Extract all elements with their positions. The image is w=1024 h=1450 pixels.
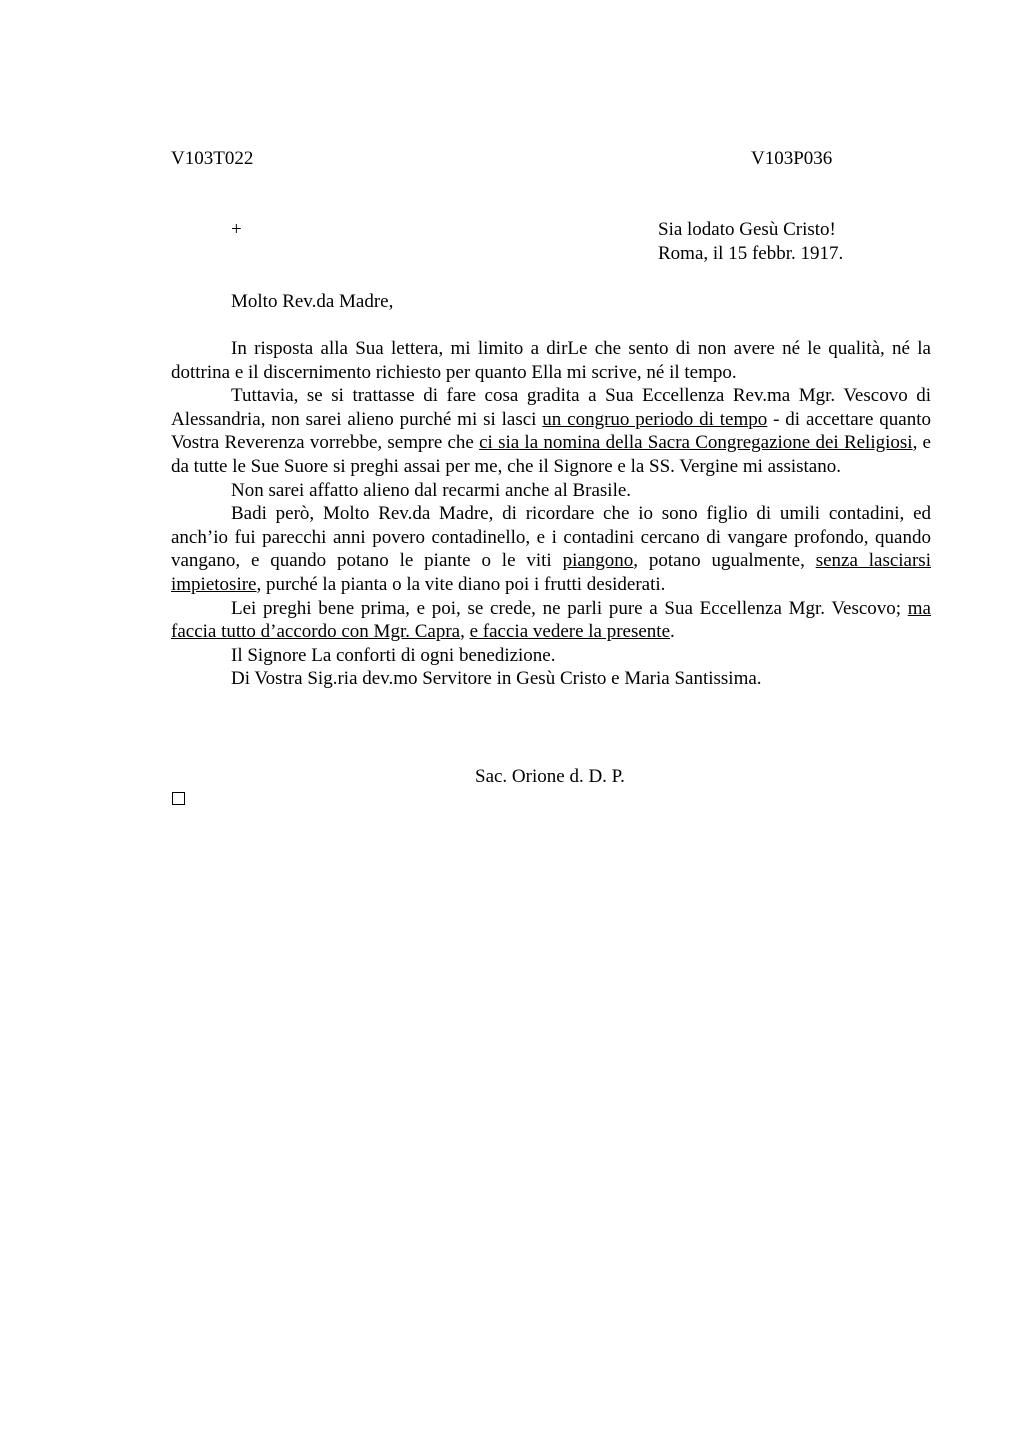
- checkbox-square-icon: [172, 792, 185, 805]
- underlined-phrase: ma faccia tutto d’accordo con Mgr. Capra: [171, 597, 931, 643]
- signature: Sac. Orione d. D. P.: [475, 766, 625, 787]
- paragraph-conditions: [171, 384, 931, 478]
- document-code-right: V103P036: [751, 148, 833, 169]
- paragraph-blessing: Il Signore La conforti di ogni benedizione.: [231, 644, 556, 666]
- paragraph-text: ,: [460, 621, 470, 643]
- paragraph-text: - di accettare quanto Vostra Reverenza vorrebbe, sempre che: [171, 408, 931, 454]
- paragraph-brasile: Non sarei affatto alieno dal recarmi anche al Brasile.: [231, 479, 632, 501]
- underlined-phrase: e faccia vedere la presente: [469, 621, 671, 643]
- paragraph-closing: Di Vostra Sig.ria dev.mo Servitore in Gesù Cristo e Maria Santissima.: [231, 668, 762, 690]
- paragraph-text: , e da tutte le Sue Suore si preghi assai per me, che il Signore e la SS. Vergine mi assistano.: [171, 432, 931, 477]
- place-date: Roma, il 15 febbr. 1917.: [658, 243, 844, 264]
- salutation: Molto Rev.da Madre,: [231, 291, 394, 312]
- paragraph-text: , purché la pianta o la vite diano poi i frutti desiderati.: [256, 573, 666, 595]
- paragraph-text: Badi però, Molto Rev.da Madre, di ricordare che io sono figlio di umili contadini, ed anch’io fui parecchi anni povero contadinello, e i contadini cercano di vangare profondo, quando vangano, e quando potano le piante o le viti: [171, 503, 931, 572]
- invocation: Sia lodato Gesù Cristo!: [658, 219, 836, 240]
- underlined-phrase: piangono: [562, 550, 634, 572]
- underlined-phrase: senza lasciarsi impietosire: [171, 550, 931, 595]
- document-code-left: V103T022: [171, 148, 254, 169]
- cross-mark: +: [231, 219, 242, 240]
- paragraph-reply: In risposta alla Sua lettera, mi limito a dirLe che sento di non avere né le qualità, né la dottrina e il discernimento richiesto per quanto Ella mi scrive, né il tempo.: [171, 338, 931, 383]
- letter-body: [171, 337, 931, 691]
- underlined-phrase: un congruo periodo di tempo: [542, 408, 768, 430]
- paragraph-text: , potano ugualmente,: [633, 550, 816, 572]
- underlined-phrase: ci sia la nomina della Sacra Congregazione dei Religiosi: [479, 432, 913, 454]
- paragraph-preghi: [171, 597, 931, 644]
- paragraph-text: Tuttavia, se si trattasse di fare cosa gradita a Sua Eccellenza Rev.ma Mgr. Vescovo di Alessandria, non sarei alieno purché mi si lasci: [171, 385, 931, 430]
- paragraph-text: Lei preghi bene prima, e poi, se crede, ne parli pure a Sua Eccellenza Mgr. Vescovo;: [231, 597, 908, 619]
- paragraph-contadini: [171, 502, 931, 596]
- paragraph-text: .: [670, 621, 675, 643]
